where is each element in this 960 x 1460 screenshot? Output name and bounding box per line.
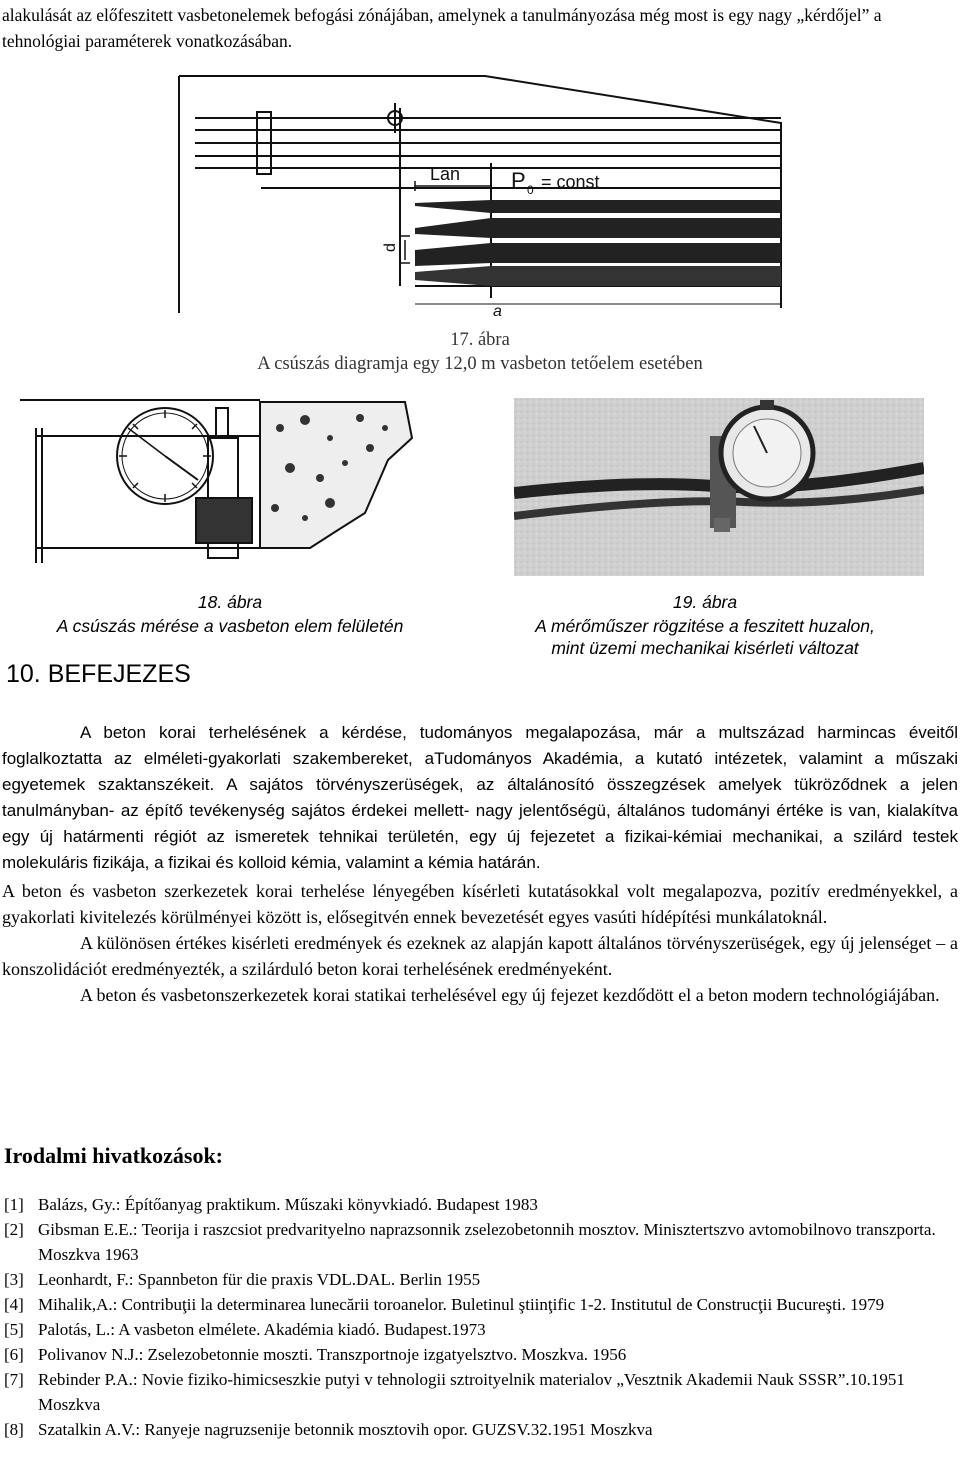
references-title: Irodalmi hivatkozások:	[4, 1143, 224, 1168]
reference-number: [1]	[4, 1195, 24, 1214]
reference-item	[4, 1342, 954, 1367]
reference-item	[4, 1217, 954, 1267]
figure-19-line2: mint üzemi mechanikai kisérleti változat	[551, 638, 859, 658]
figure-17-diagram	[175, 68, 785, 318]
reference-text: Rebinder P.A.: Novie fiziko-himicseszkie putyi v tehnologii sztroityelnik materialov „Vesztnik Akademii Nauk SSSR”.10.1951 Moszkva	[38, 1370, 905, 1414]
label-d: d	[382, 243, 399, 252]
reference-item	[4, 1367, 954, 1417]
reference-number: [3]	[4, 1270, 24, 1289]
paragraph-2-visible: A beton és vasbeton szerkezetek korai terhelése lényegében kísérleti kutatásokkal volt megalapozva, pozitív eredményekkel, a gyakorlati kivitelezés körülményei között is, elősegitvén ennek bevezetését egyes vasúti hídépítési munkálatoknál.	[2, 881, 958, 927]
reference-text: Balázs, Gy.: Építőanyag praktikum. Műszaki könyvkiadó. Budapest 1983	[38, 1195, 538, 1214]
reference-number: [8]	[4, 1420, 24, 1439]
intro-paragraph: alakulását az előfeszitett vasbetonelemek befogási zónájában, amelynek a tanulmányozása még most is egy nagy „kérdőjel” a tehnológiai paraméterek vonatkozásában.	[2, 5, 882, 51]
figure-18-drawing	[20, 398, 420, 573]
label-p0: P	[511, 168, 526, 193]
figure-19-caption	[470, 590, 940, 660]
figure-18-caption	[20, 590, 440, 638]
figure-19-photo	[514, 398, 924, 576]
figure-17-text: A csúszás diagramja egy 12,0 m vasbeton tetőelem esetében	[257, 354, 703, 374]
reference-text: Leonhardt, F.: Spannbeton für die praxis VDL.DAL. Berlin 1955	[38, 1270, 481, 1289]
paragraph-4: A beton és vasbetonszerkezetek korai statikai terhelésével egy új fejezet kezdődött el a beton modern technológiájában.	[80, 985, 940, 1005]
paragraph-1-text: A beton korai terhelésének a kérdése, tudományos megalapozása, már a multszázad harmincas éveitől foglalkoztatta az elméleti-gyakorlati szakembereket, aTudományos Akadémia, a kutató intézetek, valamint a műszaki egyetemek szaktanszékeit. A sajátos törvényszerüségek, az általánosító összegzések amelyek tükröződnek a jelen tanulmányban- az építő tevékenység sajátos érdekei mellett- nagy jelentőségü, általános tudományi értéke is van, kialakítva egy új határmenti régiót az ismeretek tehnikai területén, egy új fejezetet a fizikai-kémiai mechanikai, a szilárd testek molekuláris fizikája, a fizikai és kolloid kémia, valamint a kémia határán.	[2, 723, 958, 872]
figure-18-text: A csúszás mérése a vasbeton elem felületén	[56, 616, 404, 636]
reference-item	[4, 1292, 954, 1317]
section-heading: 10. BEFEJEZES	[6, 660, 191, 688]
reference-item	[4, 1192, 954, 1217]
reference-item	[4, 1267, 954, 1292]
reference-text: Szatalkin A.V.: Ranyeje nagruzsenije betonnik mosztovih opor. GUZSV.32.1951 Moszkva	[38, 1420, 653, 1439]
figure-17-caption	[150, 328, 810, 376]
reference-text: Mihalik,A.: Contribuţii la determinarea lunecării toroanelor. Buletinul ştiinţific 1-2. Institutul de Construcţii Bucureşti. 1979	[38, 1295, 885, 1314]
label-p0-sub: 0	[527, 183, 534, 197]
reference-item	[4, 1317, 954, 1342]
reference-number: [2]	[4, 1220, 24, 1239]
label-const: = const	[541, 172, 600, 192]
reference-number: [5]	[4, 1320, 24, 1339]
label-a: a	[493, 303, 502, 318]
reference-number: [7]	[4, 1370, 24, 1389]
body-paragraph-1	[2, 720, 958, 876]
label-lan: Lan	[430, 164, 461, 184]
paragraph-3: A különösen értékes kisérleti eredmények és ezeknek az alapján kapott általános törvényszerüségek, egy új jelenséget – a konszolidációt eredményezték, a szilárduló beton korai terhelésének eredményeként.	[2, 933, 958, 979]
figure-18-number: 18. ábra	[197, 592, 263, 612]
figure-17-number: 17. ábra	[450, 330, 510, 350]
reference-number: [6]	[4, 1345, 24, 1364]
reference-number: [4]	[4, 1295, 24, 1314]
reference-item	[4, 1417, 954, 1442]
figure-19-number: 19. ábra	[672, 592, 738, 612]
reference-text: Gibsman E.E.: Teorija i raszcsiot predvarityelno naprazsonnik zselezobetonnih mosztov. Minisztertszvo avtomobilnovo transzporta. Moszkva 1963	[38, 1220, 936, 1264]
reference-text: Palotás, L.: A vasbeton elmélete. Akadémia kiadó. Budapest.1973	[38, 1320, 486, 1339]
figure-19-line1: A mérőműszer rögzitése a feszitett huzalon,	[535, 616, 875, 636]
references-list	[4, 1192, 954, 1442]
reference-text: Polivanov N.J.: Zselezobetonnie moszti. Transzportnoje izgatyelsztvo. Moszkva. 1956	[38, 1345, 627, 1364]
body-serif-paragraphs	[2, 878, 958, 1008]
